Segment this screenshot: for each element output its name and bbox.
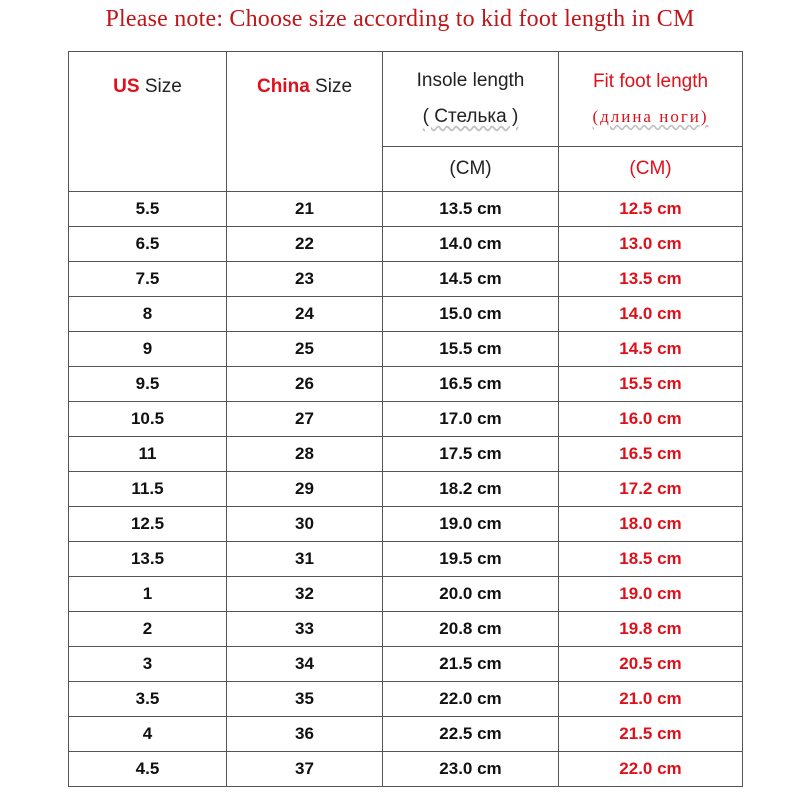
china-size-cell: 31	[227, 542, 383, 577]
header-row	[69, 52, 743, 147]
fit-length-cell: 19.0 cm	[559, 577, 743, 612]
insole-length-cell: 17.5 cm	[383, 437, 559, 472]
table-row	[69, 542, 743, 577]
table-row	[69, 612, 743, 647]
insole-length-cell: 20.8 cm	[383, 612, 559, 647]
size-note: Please note: Choose size according to kid foot length in CM	[105, 6, 695, 32]
fit-title: Fit foot length	[592, 70, 709, 92]
table-row	[69, 507, 743, 542]
table-row	[69, 332, 743, 367]
china-size-cell: 22	[227, 227, 383, 262]
insole-unit: (CM)	[383, 147, 559, 192]
us-size-cell: 13.5	[69, 542, 227, 577]
china-size-cell: 26	[227, 367, 383, 402]
china-size-cell: 23	[227, 262, 383, 297]
us-size-cell: 1	[69, 577, 227, 612]
china-size-cell: 21	[227, 192, 383, 227]
insole-length-cell: 13.5 cm	[383, 192, 559, 227]
fit-length-cell: 17.2 cm	[559, 472, 743, 507]
fit-length-cell: 21.0 cm	[559, 682, 743, 717]
fit-russian-label: (длина ноги)	[592, 106, 709, 126]
table-row	[69, 297, 743, 332]
fit-length-cell: 15.5 cm	[559, 367, 743, 402]
china-size-cell: 32	[227, 577, 383, 612]
china-size-cell: 33	[227, 612, 383, 647]
us-size-cell: 3.5	[69, 682, 227, 717]
fit-length-cell: 18.0 cm	[559, 507, 743, 542]
us-size-cell: 12.5	[69, 507, 227, 542]
fit-length-cell: 14.0 cm	[559, 297, 743, 332]
insole-length-cell: 21.5 cm	[383, 647, 559, 682]
insole-length-cell: 20.0 cm	[383, 577, 559, 612]
us-size-cell: 4	[69, 717, 227, 752]
table-row	[69, 367, 743, 402]
us-size-cell: 10.5	[69, 402, 227, 437]
table-row	[69, 472, 743, 507]
us-size-cell: 6.5	[69, 227, 227, 262]
fit-length-cell: 13.5 cm	[559, 262, 743, 297]
table-row	[69, 577, 743, 612]
china-size-suffix: Size	[309, 76, 353, 97]
insole-length-cell: 23.0 cm	[383, 752, 559, 787]
us-size-cell: 3	[69, 647, 227, 682]
table-row	[69, 192, 743, 227]
insole-title: Insole length	[416, 70, 525, 91]
fit-length-cell: 19.8 cm	[559, 612, 743, 647]
china-size-cell: 36	[227, 717, 383, 752]
us-size-cell: 11	[69, 437, 227, 472]
table-row	[69, 402, 743, 437]
china-size-cell: 25	[227, 332, 383, 367]
insole-length-cell: 18.2 cm	[383, 472, 559, 507]
china-label: China	[256, 76, 310, 97]
insole-length-cell: 22.0 cm	[383, 682, 559, 717]
fit-length-cell: 16.0 cm	[559, 402, 743, 437]
us-size-suffix: Size	[139, 76, 182, 97]
fit-length-cell: 18.5 cm	[559, 542, 743, 577]
insole-length-header	[383, 52, 559, 147]
china-size-cell: 28	[227, 437, 383, 472]
china-size-header	[227, 52, 383, 192]
table-row	[69, 682, 743, 717]
us-label: US	[113, 76, 140, 97]
fit-unit: (CM)	[559, 147, 743, 192]
fit-length-cell: 20.5 cm	[559, 647, 743, 682]
insole-length-cell: 19.0 cm	[383, 507, 559, 542]
size-chart-table	[68, 51, 743, 787]
table-row	[69, 647, 743, 682]
us-size-cell: 2	[69, 612, 227, 647]
china-size-cell: 37	[227, 752, 383, 787]
us-size-cell: 5.5	[69, 192, 227, 227]
us-size-cell: 4.5	[69, 752, 227, 787]
us-size-header	[69, 52, 227, 192]
insole-length-cell: 14.5 cm	[383, 262, 559, 297]
us-size-cell: 11.5	[69, 472, 227, 507]
fit-length-cell: 22.0 cm	[559, 752, 743, 787]
china-size-cell: 34	[227, 647, 383, 682]
us-size-cell: 9	[69, 332, 227, 367]
fit-length-cell: 21.5 cm	[559, 717, 743, 752]
china-size-cell: 24	[227, 297, 383, 332]
table-row	[69, 437, 743, 472]
us-size-cell: 7.5	[69, 262, 227, 297]
fit-foot-length-header	[559, 52, 743, 147]
insole-length-cell: 16.5 cm	[383, 367, 559, 402]
us-size-cell: 9.5	[69, 367, 227, 402]
fit-length-cell: 13.0 cm	[559, 227, 743, 262]
table-row	[69, 752, 743, 787]
us-size-cell: 8	[69, 297, 227, 332]
insole-russian-label: ( Стелька )	[422, 106, 519, 127]
insole-length-cell: 22.5 cm	[383, 717, 559, 752]
insole-length-cell: 19.5 cm	[383, 542, 559, 577]
china-size-cell: 29	[227, 472, 383, 507]
table-row	[69, 227, 743, 262]
insole-length-cell: 15.5 cm	[383, 332, 559, 367]
china-size-cell: 30	[227, 507, 383, 542]
insole-length-cell: 15.0 cm	[383, 297, 559, 332]
insole-length-cell: 17.0 cm	[383, 402, 559, 437]
china-size-cell: 27	[227, 402, 383, 437]
fit-length-cell: 16.5 cm	[559, 437, 743, 472]
china-size-cell: 35	[227, 682, 383, 717]
table-row	[69, 262, 743, 297]
fit-length-cell: 12.5 cm	[559, 192, 743, 227]
table-row	[69, 717, 743, 752]
fit-length-cell: 14.5 cm	[559, 332, 743, 367]
insole-length-cell: 14.0 cm	[383, 227, 559, 262]
